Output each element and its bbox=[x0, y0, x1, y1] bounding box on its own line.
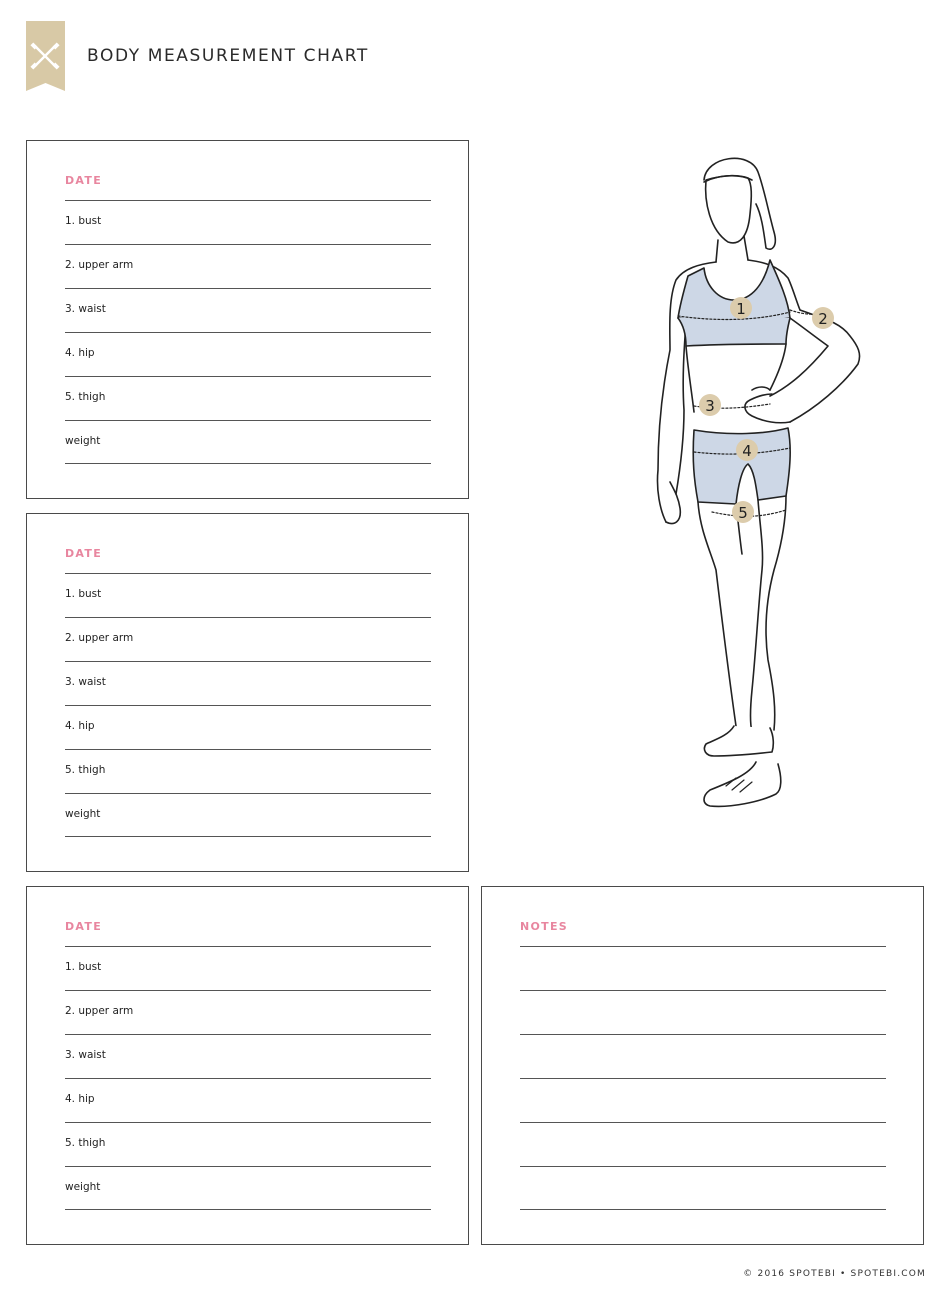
marker-label-waist: 3 bbox=[705, 397, 715, 415]
notes-line[interactable] bbox=[520, 1034, 886, 1078]
measurement-card-1 bbox=[26, 140, 469, 499]
page-title: BODY MEASUREMENT CHART bbox=[87, 46, 369, 66]
measurement-list bbox=[65, 573, 431, 837]
row-label: weight bbox=[65, 1181, 101, 1193]
row-label: 2. upper arm bbox=[65, 632, 134, 644]
measurement-row-bust[interactable] bbox=[65, 946, 431, 990]
row-label: 4. hip bbox=[65, 1093, 95, 1105]
measurement-card-2 bbox=[26, 513, 469, 872]
marker-label-upper-arm: 2 bbox=[818, 310, 828, 328]
row-label: 5. thigh bbox=[65, 1137, 106, 1149]
marker-label-hip: 4 bbox=[742, 442, 752, 460]
dumbbell-cross-icon bbox=[26, 21, 65, 91]
body-figure-illustration bbox=[640, 150, 880, 820]
row-label: 2. upper arm bbox=[65, 259, 134, 271]
measurement-card-3 bbox=[26, 886, 469, 1245]
date-label: DATE bbox=[65, 174, 103, 187]
notes-lines bbox=[520, 946, 886, 1210]
notes-card bbox=[481, 886, 924, 1245]
logo-badge bbox=[26, 21, 65, 91]
row-label: 1. bust bbox=[65, 588, 102, 600]
row-label: 3. waist bbox=[65, 676, 106, 688]
measurement-list bbox=[65, 200, 431, 464]
notes-label: NOTES bbox=[520, 920, 568, 933]
measurement-row-weight[interactable] bbox=[65, 1166, 431, 1210]
measurement-row-upper-arm[interactable] bbox=[65, 990, 431, 1034]
notes-line[interactable] bbox=[520, 1166, 886, 1210]
measurement-row-hip[interactable] bbox=[65, 705, 431, 749]
measurement-row-hip[interactable] bbox=[65, 332, 431, 376]
notes-line[interactable] bbox=[520, 1122, 886, 1166]
measurement-row-thigh[interactable] bbox=[65, 376, 431, 420]
row-label: 4. hip bbox=[65, 720, 95, 732]
date-label: DATE bbox=[65, 547, 103, 560]
notes-line[interactable] bbox=[520, 946, 886, 990]
notes-line[interactable] bbox=[520, 1078, 886, 1122]
measurement-row-hip[interactable] bbox=[65, 1078, 431, 1122]
row-label: 5. thigh bbox=[65, 391, 106, 403]
measurement-row-waist[interactable] bbox=[65, 288, 431, 332]
row-label: weight bbox=[65, 808, 101, 820]
measurement-row-thigh[interactable] bbox=[65, 749, 431, 793]
measurement-row-waist[interactable] bbox=[65, 661, 431, 705]
measurement-row-waist[interactable] bbox=[65, 1034, 431, 1078]
measurement-row-upper-arm[interactable] bbox=[65, 244, 431, 288]
marker-label-bust: 1 bbox=[736, 300, 746, 318]
row-label: 3. waist bbox=[65, 1049, 106, 1061]
notes-line[interactable] bbox=[520, 990, 886, 1034]
row-label: 1. bust bbox=[65, 961, 102, 973]
measurement-row-weight[interactable] bbox=[65, 420, 431, 464]
measurement-row-weight[interactable] bbox=[65, 793, 431, 837]
row-label: 4. hip bbox=[65, 347, 95, 359]
copyright-footer: © 2016 SPOTEBI • SPOTEBI.COM bbox=[743, 1269, 926, 1279]
row-label: 5. thigh bbox=[65, 764, 106, 776]
date-label: DATE bbox=[65, 920, 103, 933]
measurement-row-thigh[interactable] bbox=[65, 1122, 431, 1166]
measurement-row-bust[interactable] bbox=[65, 573, 431, 617]
measurement-row-bust[interactable] bbox=[65, 200, 431, 244]
measurement-row-upper-arm[interactable] bbox=[65, 617, 431, 661]
row-label: 1. bust bbox=[65, 215, 102, 227]
row-label: 2. upper arm bbox=[65, 1005, 134, 1017]
row-label: 3. waist bbox=[65, 303, 106, 315]
measurement-list bbox=[65, 946, 431, 1210]
row-label: weight bbox=[65, 435, 101, 447]
marker-label-thigh: 5 bbox=[738, 504, 748, 522]
